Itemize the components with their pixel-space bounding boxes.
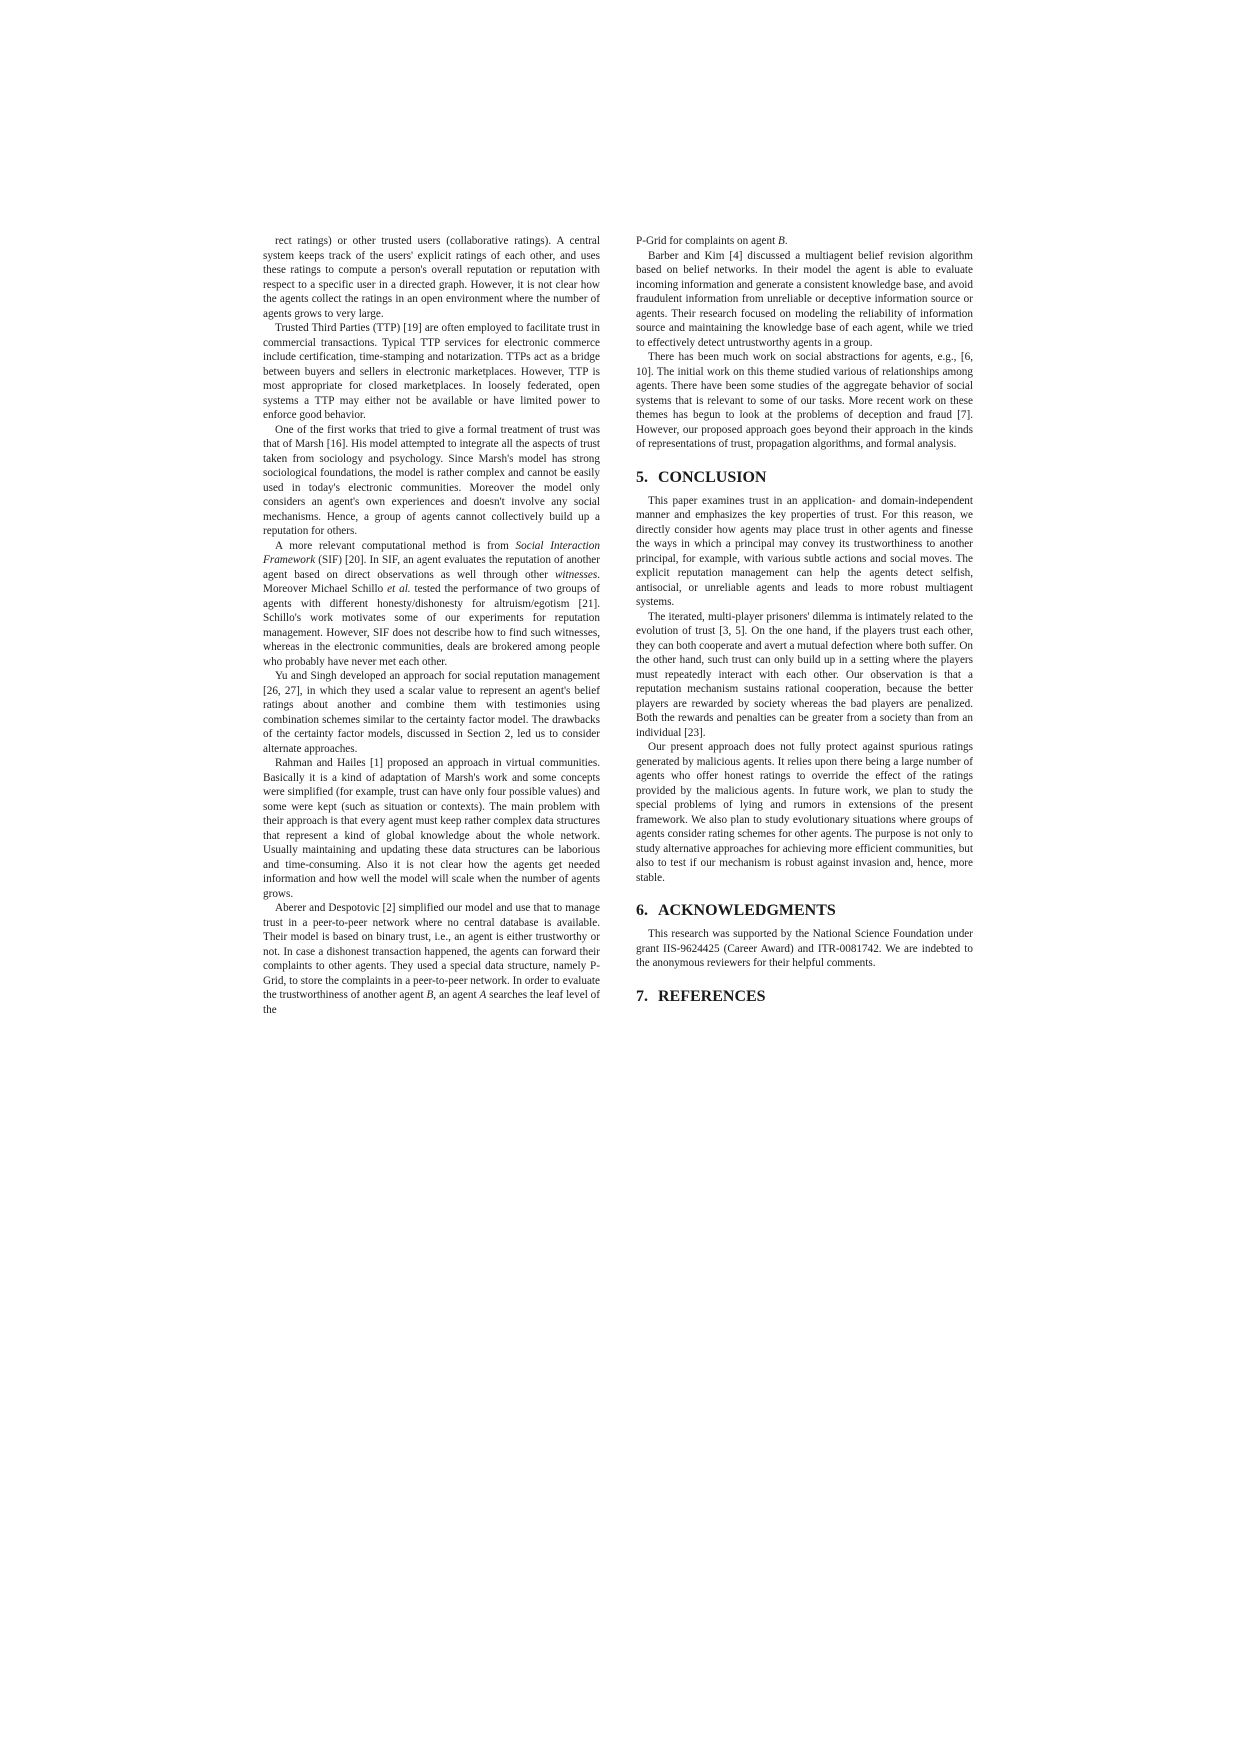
text-run: Trusted Third Parties (TTP) [19] are often employed to facilitate trust in commercial transactions. Typical TTP services for electronic commerce include certification, time-stamping and notarization. TTPs act as a bridge between buyers and sellers in electronic marketplaces. However, TTP is most appropriate for closed marketplaces. In loosely federated, open systems a TTP may either not be available or have limited power to enforce good behavior. <box>263 322 600 421</box>
section-number: 6. <box>636 902 648 919</box>
paragraph <box>636 610 973 741</box>
text-run: Aberer and Despotovic [2] simplified our model and use that to manage trust in a peer-to-peer network where no central database is available. Their model is based on binary trust, i.e., an agent is either trustworthy or not. In case a dishonest transaction happened, the agents can forward their complaints to other agents. They used a special data structure, namely P-Grid, to store the complaints in a peer-to-peer network. In order to evaluate the trustworthiness of another agent <box>263 902 600 1001</box>
left-column <box>263 234 600 1017</box>
text-run: . <box>784 235 788 247</box>
paragraph <box>263 423 600 539</box>
paragraph <box>636 350 973 452</box>
section-heading-acknowledgments <box>636 902 973 920</box>
section-title: REFERENCES <box>658 987 766 1005</box>
text-run: searches the leaf level of the <box>263 989 600 1016</box>
text-run: tested the performance of two groups of agents with different honesty/dishonesty for altruism/egotism [21]. Schillo's work motivates some of our experiments for reputation management. However, SIF does not describe how to find such witnesses, whereas in the electronic communities, deals are brokered among people who probably have never met each other. <box>263 583 600 668</box>
paragraph <box>263 321 600 423</box>
text-run: rect ratings) or other trusted users (collaborative ratings). A central system keeps track of the users' explicit ratings of each other, and uses these ratings to compute a person's overall reputation or reputation with respect to a specific user in a directed graph. However, it is not clear how the agents collect the ratings in an open environment where the number of agents grows to very large. <box>263 235 600 320</box>
text-run: Barber and Kim [4] discussed a multiagent belief revision algorithm based on belief networks. In their model the agent is able to evaluate incoming information and generate a consistent knowledge base, and avoid fraudulent information from unreliable or deceptive information source or agents. Their research focused on modeling the reliability of information source and maintaining the knowledge base of each agent, while we tried to effectively detect untrustworthy agents in a group. <box>636 249 973 349</box>
italic-text: A <box>479 989 487 1001</box>
paragraph <box>263 539 600 670</box>
section-title: CONCLUSION <box>658 468 767 486</box>
text-run: The iterated, multi-player prisoners' dilemma is intimately related to the evolution of trust [3, 5]. On the one hand, if the players trust each other, they can both cooperate and avert a mutual defection where both suffer. On the other hand, such trust can only build up in a setting where the players must repeatedly interact with each other. Our observation is that a reputation mechanism sustains rational cooperation, because the better players are rewarded by society whereas the bad players are penalized. Both the rewards and penalties can be greater from a society than from an individual [23]. <box>636 610 973 739</box>
related-work-continued <box>636 234 973 452</box>
paragraph <box>263 901 600 1017</box>
text-run: P-Grid for complaints on agent <box>636 235 778 247</box>
text-run: This research was supported by the National Science Foundation under grant IIS-9624425 (Career Award) and ITR-0081742. We are indebted to the anonymous reviewers for their helpful comments. <box>636 928 973 969</box>
text-run: One of the first works that tried to give a formal treatment of trust was that of Marsh [16]. His model attempted to integrate all the aspects of trust taken from sociology and psychology. Since Marsh's model has strong sociological foundations, the model is rather complex and cannot be easily used in today's electronic communities. Moreover the model only considers an agent's own experiences and doesn't involve any social mechanisms. Hence, a group of agents cannot collectively build up a reputation for others. <box>263 423 600 537</box>
section-number: 5. <box>636 468 648 486</box>
italic-text: et al. <box>387 583 411 595</box>
conclusion-section <box>636 494 973 886</box>
section-heading-references <box>636 988 973 1006</box>
italic-text: witnesses <box>554 568 598 581</box>
text-run: Rahman and Hailes [1] proposed an approach in virtual communities. Basically it is a kind of adaptation of Marsh's work and some concepts were simplified (for example, trust can have only four possible values) and some were kept (such as situation or contexts). The main problem with their approach is that every agent must keep rather complex data structures that represent a kind of global knowledge about the whole network. Usually maintaining and updating these data structures can be laborious and time-consuming. Also it is not clear how the agents get needed information and how well the model will scale when the number of agents grows. <box>263 757 600 900</box>
text-run: (SIF) [20]. In SIF, an agent evaluates the reputation of another agent based on direct observations as well through other <box>263 554 600 581</box>
paragraph <box>636 494 973 610</box>
paragraph <box>263 669 600 756</box>
text-run: Our present approach does not fully protect against spurious ratings generated by malicious agents. It relies upon there being a large number of agents who offer honest ratings to override the effect of the ratings provided by the malicious agents. In future work, we plan to study the special problems of lying and rumors in extensions of the present framework. We also plan to study evolutionary situations where groups of agents consider rating schemes for other agents. The purpose is not only to study alternative approaches for achieving more efficient communities, but also to test if our mechanism is robust against invasion and, hence, more stable. <box>636 741 973 884</box>
text-run: This paper examines trust in an application- and domain-independent manner and emphasizes the key properties of trust. For this reason, we directly consider how agents may place trust in other agents and finesse the ways in which a principal may convey its trustworthiness to another principal, for example, with various subtle actions and social moves. The explicit reputation management can help the agents detect selfish, antisocial, or unreliable agents and leads to more robust multiagent systems. <box>636 494 973 608</box>
right-column <box>636 234 973 1013</box>
text-run: A more relevant computational method is from <box>275 539 516 552</box>
paragraph <box>636 927 973 971</box>
section-heading-conclusion <box>636 469 973 487</box>
paragraph <box>636 740 973 885</box>
acknowledgments-section <box>636 927 973 971</box>
italic-text: B <box>778 235 785 247</box>
paragraph <box>263 756 600 901</box>
paragraph <box>636 249 973 351</box>
italic-text: B <box>426 989 434 1001</box>
italic-text: Social Interaction Framework <box>263 539 600 566</box>
paragraph <box>263 234 600 321</box>
text-run: . Moreover Michael Schillo <box>263 568 600 595</box>
text-run: , an agent <box>433 989 480 1001</box>
paragraph <box>636 234 973 249</box>
text-run: Yu and Singh developed an approach for social reputation management [26, 27], in which they used a scalar value to represent an agent's belief ratings about another and combine them with testimonies using combination schemes similar to the certainty factor model. The drawbacks of the certainty factor models, discussed in Section 2, led us to consider alternate approaches. <box>263 670 600 755</box>
section-number: 7. <box>636 987 648 1005</box>
text-run: There has been much work on social abstractions for agents, e.g., [6, 10]. The initial work on this theme studied various of relationships among agents. There have been some studies of the aggregate behavior of social systems that is relevant to some of our tasks. More recent work on these themes has begun to look at the problems of deception and fraud [7]. However, our proposed approach goes beyond their approach in the kinds of representations of trust, propagation algorithms, and formal analysis. <box>636 351 973 450</box>
section-title: ACKNOWLEDGMENTS <box>658 902 836 919</box>
